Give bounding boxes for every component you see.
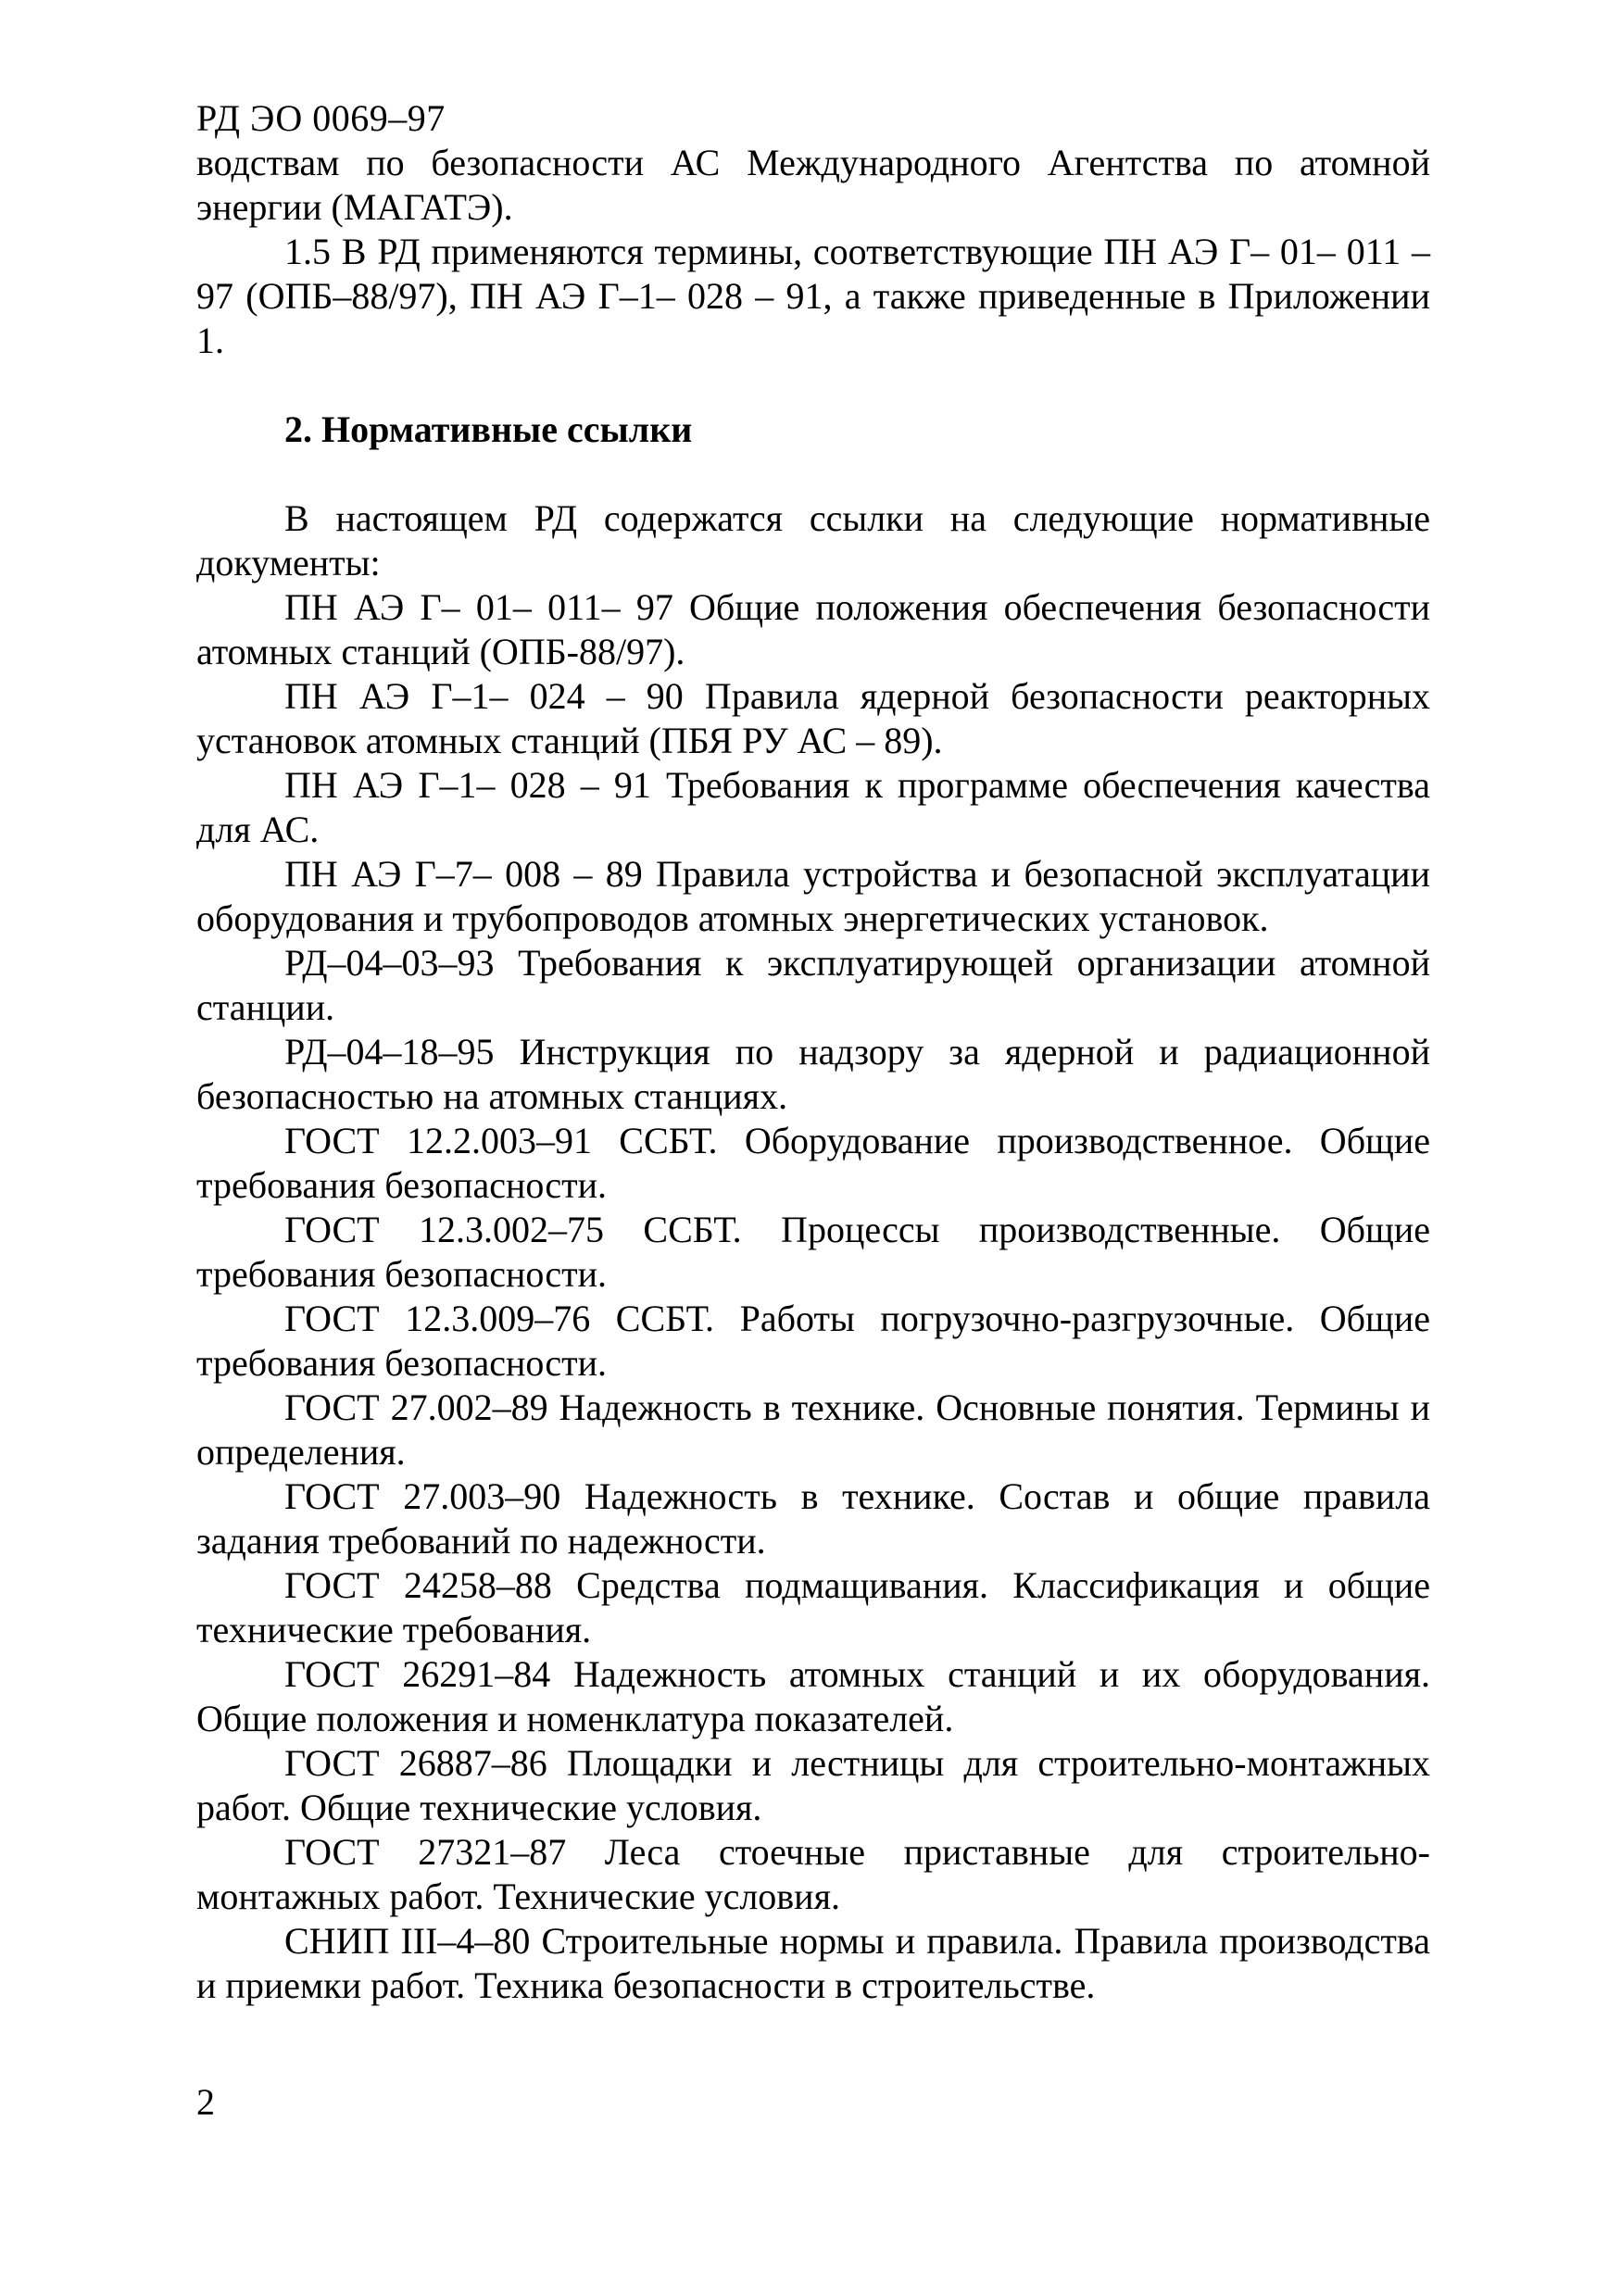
reference-item: ГОСТ 27.002–89 Надежность в технике. Основные понятия. Термины и определения. bbox=[196, 1386, 1430, 1473]
reference-item: СНИП III–4–80 Строительные нормы и правила. Правила производства и приемки работ. Техника безопасности в строительстве. bbox=[196, 1920, 1430, 2006]
reference-item: ГОСТ 12.3.009–76 ССБТ. Работы погрузочно-разгрузочные. Общие требования безопасности. bbox=[196, 1298, 1430, 1384]
document-code-header: РД ЭО 0069–97 bbox=[196, 97, 446, 139]
intro-continuation: водствам по безопасности АС Международного Агентства по атомной энергии (МАГАТЭ). bbox=[196, 142, 1430, 228]
normative-references-list bbox=[196, 585, 1430, 2008]
section-title: 2. Нормативные ссылки bbox=[284, 408, 693, 450]
section-lead: В настоящем РД содержатся ссылки на следующие нормативные документы: bbox=[196, 497, 1430, 583]
reference-item: ПН АЭ Г–1– 024 – 90 Правила ядерной безопасности реакторных установок атомных станций (ПБЯ РУ АС – 89). bbox=[196, 675, 1430, 761]
reference-item: ПН АЭ Г–1– 028 – 91 Требования к программе обеспечения качества для АС. bbox=[196, 764, 1430, 850]
reference-item: ГОСТ 12.2.003–91 ССБТ. Оборудование производственное. Общие требования безопасности. bbox=[196, 1120, 1430, 1206]
reference-item: ГОСТ 12.3.002–75 ССБТ. Процессы производственные. Общие требования безопасности. bbox=[196, 1209, 1430, 1295]
reference-item: ГОСТ 27.003–90 Надежность в технике. Состав и общие правила задания требований по надежности. bbox=[196, 1475, 1430, 1562]
reference-item: ГОСТ 26291–84 Надежность атомных станций и их оборудования. Общие положения и номенклатура показателей. bbox=[196, 1653, 1430, 1739]
page-number: 2 bbox=[196, 2081, 215, 2123]
reference-item: РД–04–03–93 Требования к эксплуатирующей организации атомной станции. bbox=[196, 942, 1430, 1028]
document-page bbox=[196, 96, 1430, 2008]
reference-item: ПН АЭ Г– 01– 011– 97 Общие положения обеспечения безопасности атомных станций (ОПБ-88/97). bbox=[196, 586, 1430, 672]
clause-1-5: 1.5 В РД применяются термины, соответствующие ПН АЭ Г– 01– 011 – 97 (ОПБ–88/97), ПН АЭ Г–1– 028 – 91, а также приведенные в Приложении 1. bbox=[196, 231, 1430, 361]
reference-item: ГОСТ 27321–87 Леса стоечные приставные для строительно-монтажных работ. Технические условия. bbox=[196, 1831, 1430, 1917]
reference-item: ГОСТ 24258–88 Средства подмащивания. Классификация и общие технические требования. bbox=[196, 1564, 1430, 1650]
reference-item: ПН АЭ Г–7– 008 – 89 Правила устройства и безопасной эксплуатации оборудования и трубопроводов атомных энергетических установок. bbox=[196, 853, 1430, 939]
reference-item: РД–04–18–95 Инструкция по надзору за ядерной и радиационной безопасностью на атомных станциях. bbox=[196, 1031, 1430, 1117]
reference-item: ГОСТ 26887–86 Площадки и лестницы для строительно-монтажных работ. Общие технические условия. bbox=[196, 1742, 1430, 1828]
